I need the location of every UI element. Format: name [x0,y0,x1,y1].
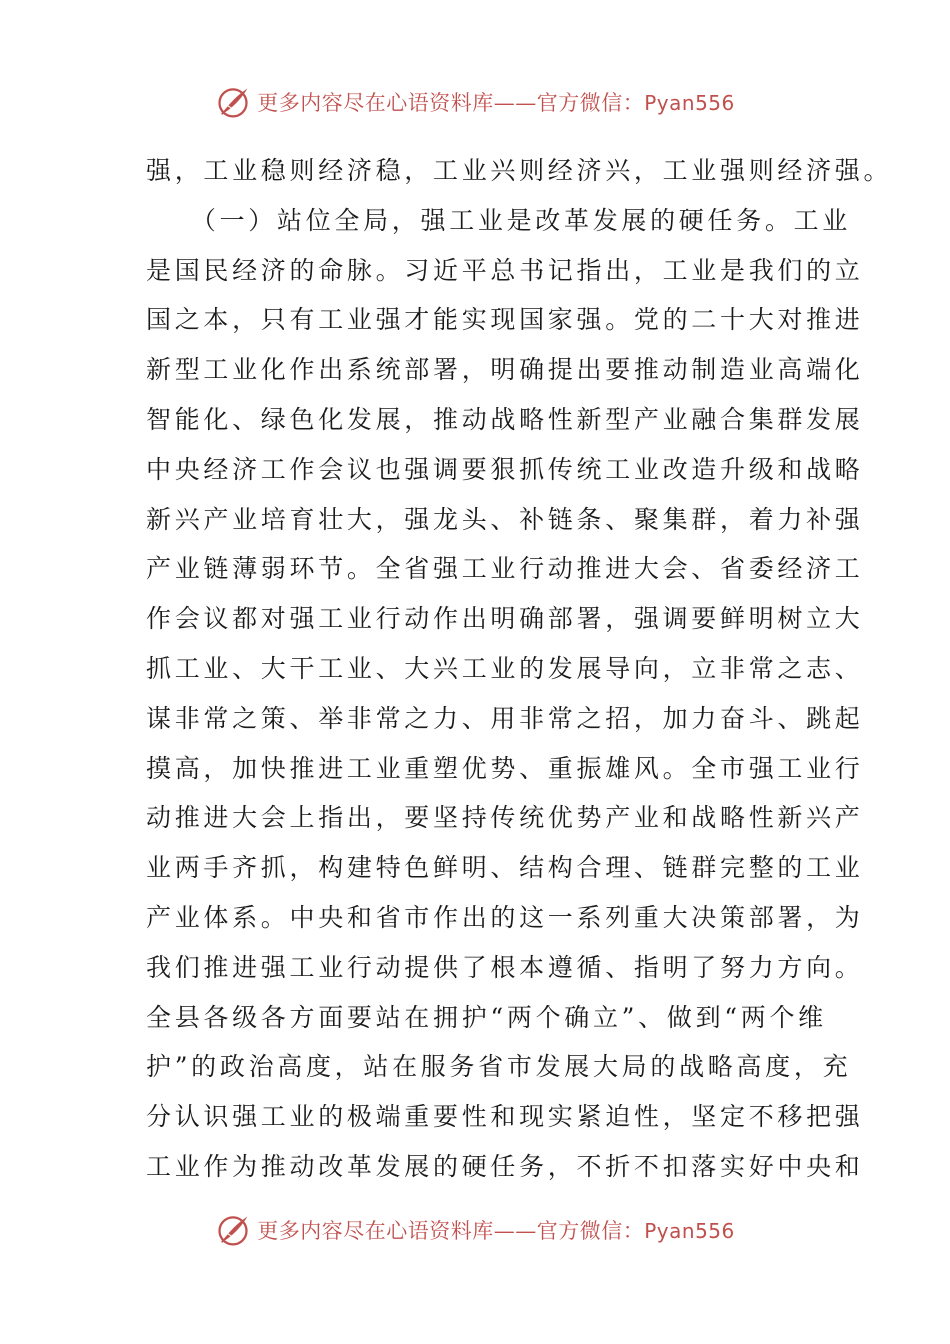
header-watermark-banner [0,82,950,122]
body-line: 中央经济工作会议也强调要狠抓传统工业改造升级和战略 [146,454,864,484]
footer-dash: —— [493,1219,537,1243]
body-line: 新兴产业培育壮大，强龙头、补链条、聚集群，着力补强 [146,504,864,534]
body-line: 摸高，加快推进工业重塑优势、重振雄风。全市强工业行 [146,753,864,783]
body-line: 产业链薄弱环节。全省强工业行动推进大会、省委经济工 [146,554,864,584]
header-site-text: 更多内容尽在心语资料库 [257,91,494,115]
header-wechat-id: Pyan556 [644,91,735,115]
footer-site-text: 更多内容尽在心语资料库 [257,1219,494,1243]
body-line: 全县各级各方面要站在拥护“两个确立”、做到“两个维 [146,1002,827,1032]
header-wechat-label: 官方微信： [536,91,645,115]
body-line: 强，工业稳则经济稳，工业兴则经济兴，工业强则经济强。 [146,156,893,185]
body-line: 我们推进强工业行动提供了根本遵循、指明了努力方向。 [146,952,864,982]
body-line: 谋非常之策、举非常之力、用非常之招，加力奋斗、跳起 [146,703,864,733]
footer-wechat-label: 官方微信： [536,1219,645,1243]
footer-wechat-id: Pyan556 [644,1219,735,1243]
body-line: 是国民经济的命脉。习近平总书记指出，工业是我们的立 [146,255,864,285]
body-line: 作会议都对强工业行动作出明确部署，强调要鲜明树立大 [146,604,864,634]
body-line: 智能化、绿色化发展，推动战略性新型产业融合集群发展 [146,404,864,434]
header-watermark-text [257,87,735,117]
footer-watermark-text [257,1215,735,1245]
footer-watermark-banner [0,1210,950,1250]
body-line: 抓工业、大干工业、大兴工业的发展导向，立非常之志、 [146,653,864,683]
body-line: （一）站位全局，强工业是改革发展的硬任务。工业 [146,205,852,235]
header-dash: —— [493,91,537,115]
body-line: 护”的政治高度，站在服务省市发展大局的战略高度，充 [146,1052,852,1082]
quill-pen-logo-icon [215,1212,251,1248]
document-body [146,146,893,1192]
body-line: 动推进大会上指出，要坚持传统优势产业和战略性新兴产 [146,803,864,833]
body-line: 产业体系。中央和省市作出的这一系列重大决策部署，为 [146,902,864,932]
quill-pen-logo-icon [215,84,251,120]
body-line: 分认识强工业的极端重要性和现实紧迫性，坚定不移把强 [146,1102,864,1132]
body-line: 国之本，只有工业强才能实现国家强。党的二十大对推进 [146,305,864,335]
body-line: 业两手齐抓，构建特色鲜明、结构合理、链群完整的工业 [146,853,864,883]
body-line: 工业作为推动改革发展的硬任务，不折不扣落实好中央和 [146,1151,864,1181]
body-line: 新型工业化作出系统部署，明确提出要推动制造业高端化 [146,355,864,385]
